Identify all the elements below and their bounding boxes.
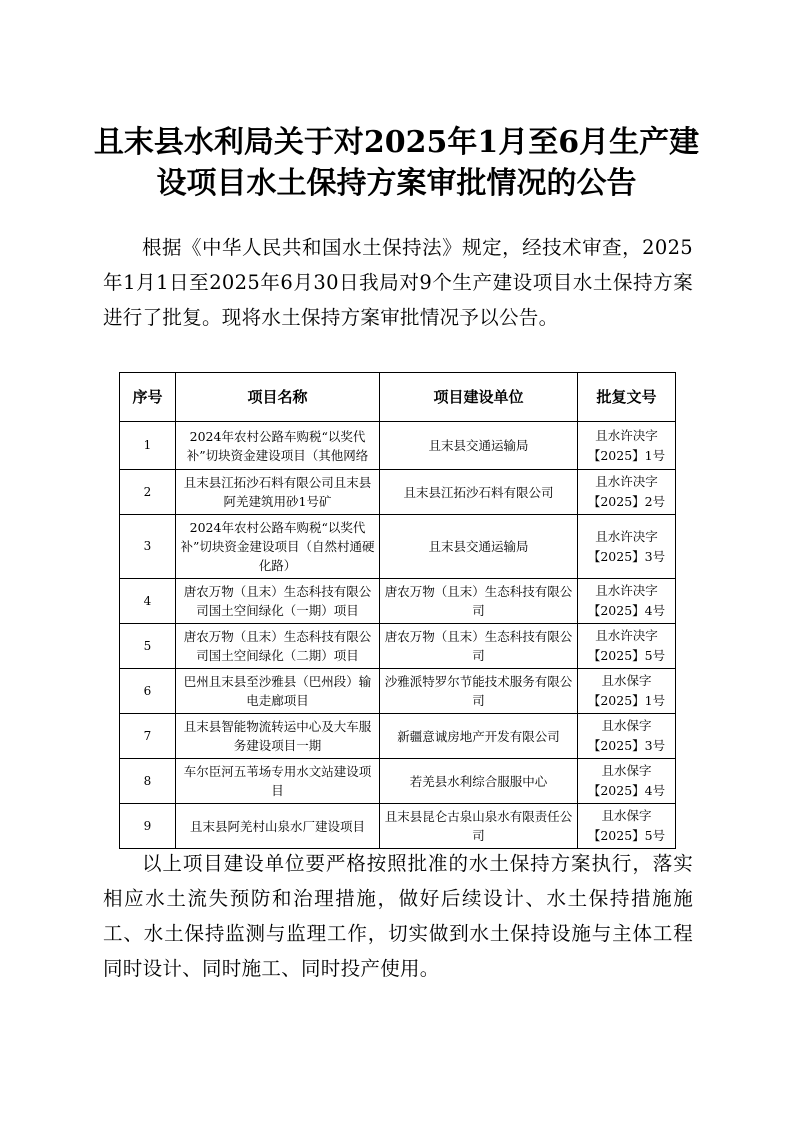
cell-name: 且末县江拓沙石料有限公司且末县阿羌建筑用砂1号矿 [176,470,380,515]
doc-number: 【2025】1号 [587,693,666,708]
cell-no: 7 [120,714,176,759]
doc-number: 【2025】5号 [587,648,666,663]
cell-no: 4 [120,579,176,624]
cell-name: 且末县阿羌村山泉水厂建设项目 [176,804,380,849]
cell-unit: 且末县交通运输局 [380,422,578,470]
cell-doc [578,804,676,849]
table-row [120,515,676,579]
doc-prefix: 且水保字 [601,808,652,823]
cell-unit: 唐农万物（且末）生态科技有限公司 [380,579,578,624]
cell-no: 9 [120,804,176,849]
cell-unit: 沙雅派特罗尔节能技术服务有限公司 [380,669,578,714]
header-no: 序号 [120,373,176,422]
doc-number: 【2025】2号 [587,494,666,509]
cell-doc [578,579,676,624]
doc-prefix: 且水保字 [601,718,652,733]
cell-name: 车尔臣河五苇场专用水文站建设项目 [176,759,380,804]
cell-unit: 唐农万物（且末）生态科技有限公司 [380,624,578,669]
title-line-2: 设项目水土保持方案审批情况的公告 [156,166,637,201]
cell-unit: 且末县交通运输局 [380,515,578,579]
doc-number: 【2025】3号 [587,548,666,564]
doc-number: 【2025】1号 [587,447,666,463]
doc-prefix: 且水许决字 [595,583,658,598]
cell-doc [578,624,676,669]
table-row [120,579,676,624]
cell-name: 2024年农村公路车购税“以奖代补”切块资金建设项目（自然村通硬化路） [176,515,380,579]
cell-unit: 且末县江拓沙石料有限公司 [380,470,578,515]
doc-prefix: 且水许决字 [595,528,658,544]
intro-paragraph: 根据《中华人民共和国水土保持法》规定，经技术审查，2025年1月1日至2025年6月30日我局对9个生产建设项目水土保持方案进行了批复。现将水土保持方案审批情况予以公告。 [103,236,693,329]
cell-no: 6 [120,669,176,714]
cell-name: 巴州且末县至沙雅县（巴州段）输电走廊项目 [176,669,380,714]
table-row [120,470,676,515]
doc-number: 【2025】5号 [587,828,666,843]
closing-paragraph: 以上项目建设单位要严格按照批准的水土保持方案执行，落实相应水土流失预防和治理措施，做好后续设计、水土保持措施施工、水土保持监测与监理工作，切实做到水土保持设施与主体工程同时设计、同时施工、同时投产使用。 [103,852,693,980]
table-row [120,669,676,714]
header-unit: 项目建设单位 [380,373,578,422]
cell-doc [578,422,676,470]
cell-unit: 新疆意诚房地产开发有限公司 [380,714,578,759]
cell-no: 2 [120,470,176,515]
cell-doc [578,470,676,515]
table-row [120,624,676,669]
approval-table [119,372,676,849]
doc-prefix: 且水许决字 [595,474,658,489]
cell-name: 2024年农村公路车购税“以奖代补”切块资金建设项目（其他网络 [176,422,380,470]
table-row [120,422,676,470]
cell-unit: 且末县昆仑古泉山泉水有限责任公司 [380,804,578,849]
doc-number: 【2025】4号 [587,603,666,618]
table-header-row [120,373,676,422]
doc-prefix: 且水许决字 [595,628,658,643]
title-line-1: 且末县水利局关于对2025年1月至6月生产建 [93,125,700,160]
cell-name: 且末县智能物流转运中心及大车服务建设项目一期 [176,714,380,759]
table-row [120,714,676,759]
cell-name: 唐农万物（且末）生态科技有限公司国土空间绿化（一期）项目 [176,579,380,624]
cell-doc [578,515,676,579]
doc-prefix: 且水许决字 [595,427,658,443]
cell-name: 唐农万物（且末）生态科技有限公司国土空间绿化（二期）项目 [176,624,380,669]
doc-prefix: 且水保字 [601,673,652,688]
page-title [80,122,713,204]
cell-no: 5 [120,624,176,669]
cell-no: 1 [120,422,176,470]
doc-number: 【2025】3号 [587,738,666,753]
cell-no: 3 [120,515,176,579]
doc-number: 【2025】4号 [587,783,666,798]
table-row [120,804,676,849]
header-doc: 批复文号 [578,373,676,422]
table-row [120,759,676,804]
cell-doc [578,669,676,714]
cell-doc [578,714,676,759]
cell-doc [578,759,676,804]
cell-unit: 若羌县水利综合服服中心 [380,759,578,804]
header-name: 项目名称 [176,373,380,422]
doc-prefix: 且水保字 [601,763,652,778]
cell-no: 8 [120,759,176,804]
